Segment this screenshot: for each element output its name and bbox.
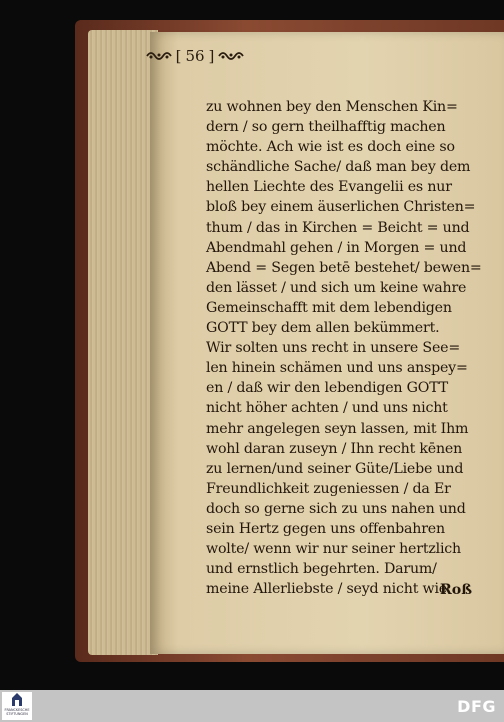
page-edges [88,30,158,655]
text-line: den lässet / und sich um keine wahre [206,279,467,296]
text-line: len hinein schämen und uns anspey= [206,360,468,377]
logo-text: FRANCKESCHE STIFTUNGEN [4,708,30,716]
text-line: doch so gerne sich zu uns nahen und [206,500,466,517]
text-line: Wir solten uns recht in unsere See= [206,340,461,357]
text-line: Freundlichkeit zugeniessen / da Er [206,480,451,497]
page-number-close-bracket: ] [208,47,215,65]
text-line: en / daß wir den lebendigen GOTT [206,380,449,397]
page-header [140,45,250,67]
dfg-logo[interactable]: DFG [457,697,496,716]
text-line: schändliche Sache/ daß man bey dem [206,159,471,176]
right-ornament-icon [218,50,244,62]
text-line: GOTT bey dem allen bekümmert. [206,320,440,337]
text-line: zu wohnen bey den Menschen Kin= [206,99,458,115]
body-text [206,97,482,599]
text-line: meine Allerliebste / seyd nicht wie [206,581,447,598]
text-line: möchte. Ach wie ist es doch eine so [206,139,455,156]
page-number: 56 [185,47,205,65]
text-line: mehr angelegen seyn lassen, mit Ihm [206,420,469,437]
text-line: wohl daran zuseyn / Ihn recht kēnen [206,440,463,457]
text-line: nicht höher achten / und uns nicht [206,400,448,417]
foundation-emblem-icon [10,692,24,708]
text-line: sein Hertz gegen uns offenbahren [206,520,445,537]
text-line: Abendmahl gehen / in Morgen = und [206,239,467,256]
page-number-open-bracket: [ [175,47,182,65]
text-line: dern / so gern theilhafftig machen [206,119,446,136]
text-line: Gemeinschafft mit dem lebendigen [206,299,452,316]
text-line: zu lernen/und seiner Güte/Liebe und [206,460,464,477]
footer-bar [0,690,504,722]
catchword: Roß [440,582,473,598]
text-line: bloß bey einem äuserlichen Christen= [206,199,476,216]
text-line: hellen Liechte des Evangelii es nur [206,179,452,196]
text-line: Abend = Segen betē bestehet/ bewen= [206,259,482,276]
text-line: und ernstlich begehrten. Darum/ [206,561,437,578]
left-ornament-icon [146,50,172,62]
franckesche-stiftungen-logo[interactable] [2,692,32,720]
text-line: thum / das in Kirchen = Beicht = und [206,219,470,236]
text-line: wolte/ wenn wir nur seiner hertzlich [206,541,461,558]
